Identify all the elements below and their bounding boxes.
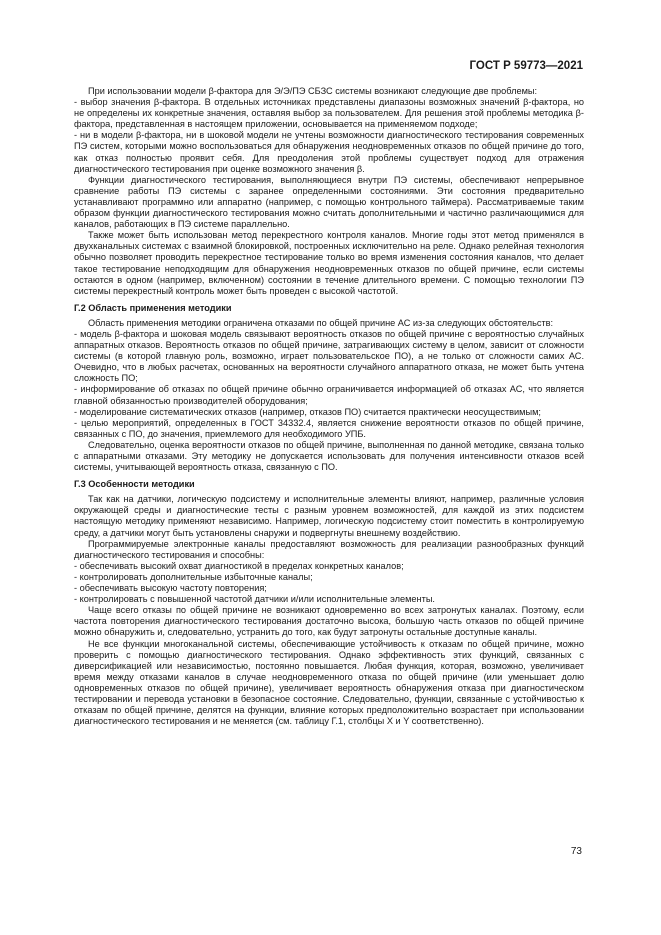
list-item: - информирование об отказах по общей причине обычно ограничивается информацией об отказах АС, что является главной обязанностью производителей оборудования; bbox=[74, 384, 584, 406]
paragraph: Также может быть использован метод перекрестного контроля каналов. Многие годы этот метод применялся в двухканальных системах с взаимной блокировкой, построенных исключительно на реле. Однако релейная технология обычно позволяет проводить перекрестное тестирование только во время изменения состояния каналов, что делает такое тестирование неподходящим для обнаружения неодновременных отказов по общей причине, если системы остаются в одном (например, включенном) состоянии в течение длительного времени. С помощью технологии ПЭ системы перекрестный контроль может быть проведен с высокой частотой. bbox=[74, 230, 584, 296]
page-number: 73 bbox=[570, 846, 582, 857]
paragraph: Чаще всего отказы по общей причине не возникают одновременно во всех затронутых каналах. Поэтому, если частота повторения диагностического тестирования достаточно высока, большую часть отказов по общей причине можно обнаружить и, следовательно, устранить до того, как будут затронуты остальные доступные каналы. bbox=[74, 605, 584, 638]
list-item: - модель β-фактора и шоковая модель связывают вероятность отказов по общей причине с вероятностью случайных аппаратных отказов. Вероятность отказов по общей причине, затрагивающих систему в целом, зависит от сложности системы (в которой главную роль, возможно, играет пользовательское ПО), а не только от сложности самих АС. Очевидно, что в любых расчетах, основанных на вероятности случайного аппаратного отказа, не может быть учтена сложность ПО; bbox=[74, 328, 584, 384]
list-item: - контролировать дополнительные избыточные каналы; bbox=[74, 571, 313, 582]
list-item: - ни в модели β-фактора, ни в шоковой модели не учтены возможности диагностического тестирования современных ПЭ систем, которыми можно воспользоваться для обнаружения неодновременных отказов по общей причине до того, как отказ полностью проявит себя. Для преодоления этой проблемы существует подход для отражения диагностического тестирования при оценке возможного значения β. bbox=[74, 130, 584, 174]
list-item: - выбор значения β-фактора. В отдельных источниках представлены диапазоны возможных значений β-фактора, но не определены их конкретные значения, оставляя выбор за пользователем. Для решения этой проблемы методика β-фактора, представленная в настоящем приложении, основывается на применяемом подходе; bbox=[74, 97, 584, 130]
list-item: - моделирование систематических отказов (например, отказов ПО) считается практически неосуществимым; bbox=[74, 406, 541, 417]
paragraph: Так как на датчики, логическую подсистему и исполнительные элементы влияют, например, различные условия окружающей среды и диагностические тесты с разным уровнем возможностей, для каждой из этих подсистем настоящую методику применяют независимо. Например, логическую подсистему стоит поместить в контролируемую среду, а датчики могут быть установлены снаружи и подвергнуты внешнему воздействию. bbox=[74, 494, 584, 538]
standard-number: ГОСТ Р 59773—2021 bbox=[469, 60, 583, 72]
document-body bbox=[74, 86, 584, 727]
paragraph: Программируемые электронные каналы предоставляют возможность для реализации разнообразных функций диагностического тестирования и способны: bbox=[74, 538, 584, 560]
paragraph: Следовательно, оценка вероятности отказов по общей причине, выполненная по данной методике, связана только с аппаратными отказами. Эту методику не допускается использовать для получения интенсивности отказов всей системы, учитывающей вероятность отказа, связанную с ПО. bbox=[74, 439, 584, 473]
paragraph: При использовании модели β-фактора для Э/Э/ПЭ СБЗС системы возникают следующие две проблемы: bbox=[88, 86, 538, 96]
list-item: - целью мероприятий, определенных в ГОСТ 34332.4, является снижение вероятности отказов по общей причине, связанных с ПО, до значения, приемлемого для необходимого УПБ. bbox=[74, 417, 584, 439]
paragraph: Область применения методики ограничена отказами по общей причине АС из-за следующих обстоятельств: bbox=[88, 317, 554, 328]
section-heading: Г.3 Особенности методики bbox=[74, 479, 195, 490]
list-item: - обеспечивать высокую частоту повторения; bbox=[74, 583, 267, 594]
paragraph: Функции диагностического тестирования, выполняющиеся внутри ПЭ системы, обеспечивают непрерывное сравнение работы ПЭ системы с заранее определенными состояниями. Эти состояния предварительно устанавливают программно или аппаратно (например, с помощью контрольного таймера). Рассматриваемые таким образом функции диагностического тестирования можно считать дополнительными и частично различающимися для каналов, работающих в ПЭ системе параллельно. bbox=[74, 174, 584, 230]
list-item: - контролировать с повышенной частотой датчики и/или исполнительные элементы. bbox=[74, 594, 435, 605]
paragraph: Не все функции многоканальной системы, обеспечивающие устойчивость к отказам по общей причине, можно проверить с помощью диагностического тестирования. Однако эффективность этих функций, связанных с диверсификацией или независимостью, постоянно повышается. Любая функция, которая, возможно, увеличивает время между отказами каналов в случае неодновременного отказа по общей причине (или уменьшает долю одновременных отказов по общей причине), увеличивает вероятность обнаружения отказа при диагностическом тестировании и перевода установки в безопасное состояние. Следовательно, функции, связанные с устойчивостью к отказам по общей причине, делятся на функции, влияние которых предположительно возрастает при использовании диагностического тестирования и не меняется (см. таблицу Г.1, столбцы X и Y соответственно). bbox=[74, 638, 584, 727]
list-item: - обеспечивать высокий охват диагностикой в пределах конкретных каналов; bbox=[74, 560, 404, 571]
section-heading: Г.2 Область применения методики bbox=[74, 302, 232, 313]
